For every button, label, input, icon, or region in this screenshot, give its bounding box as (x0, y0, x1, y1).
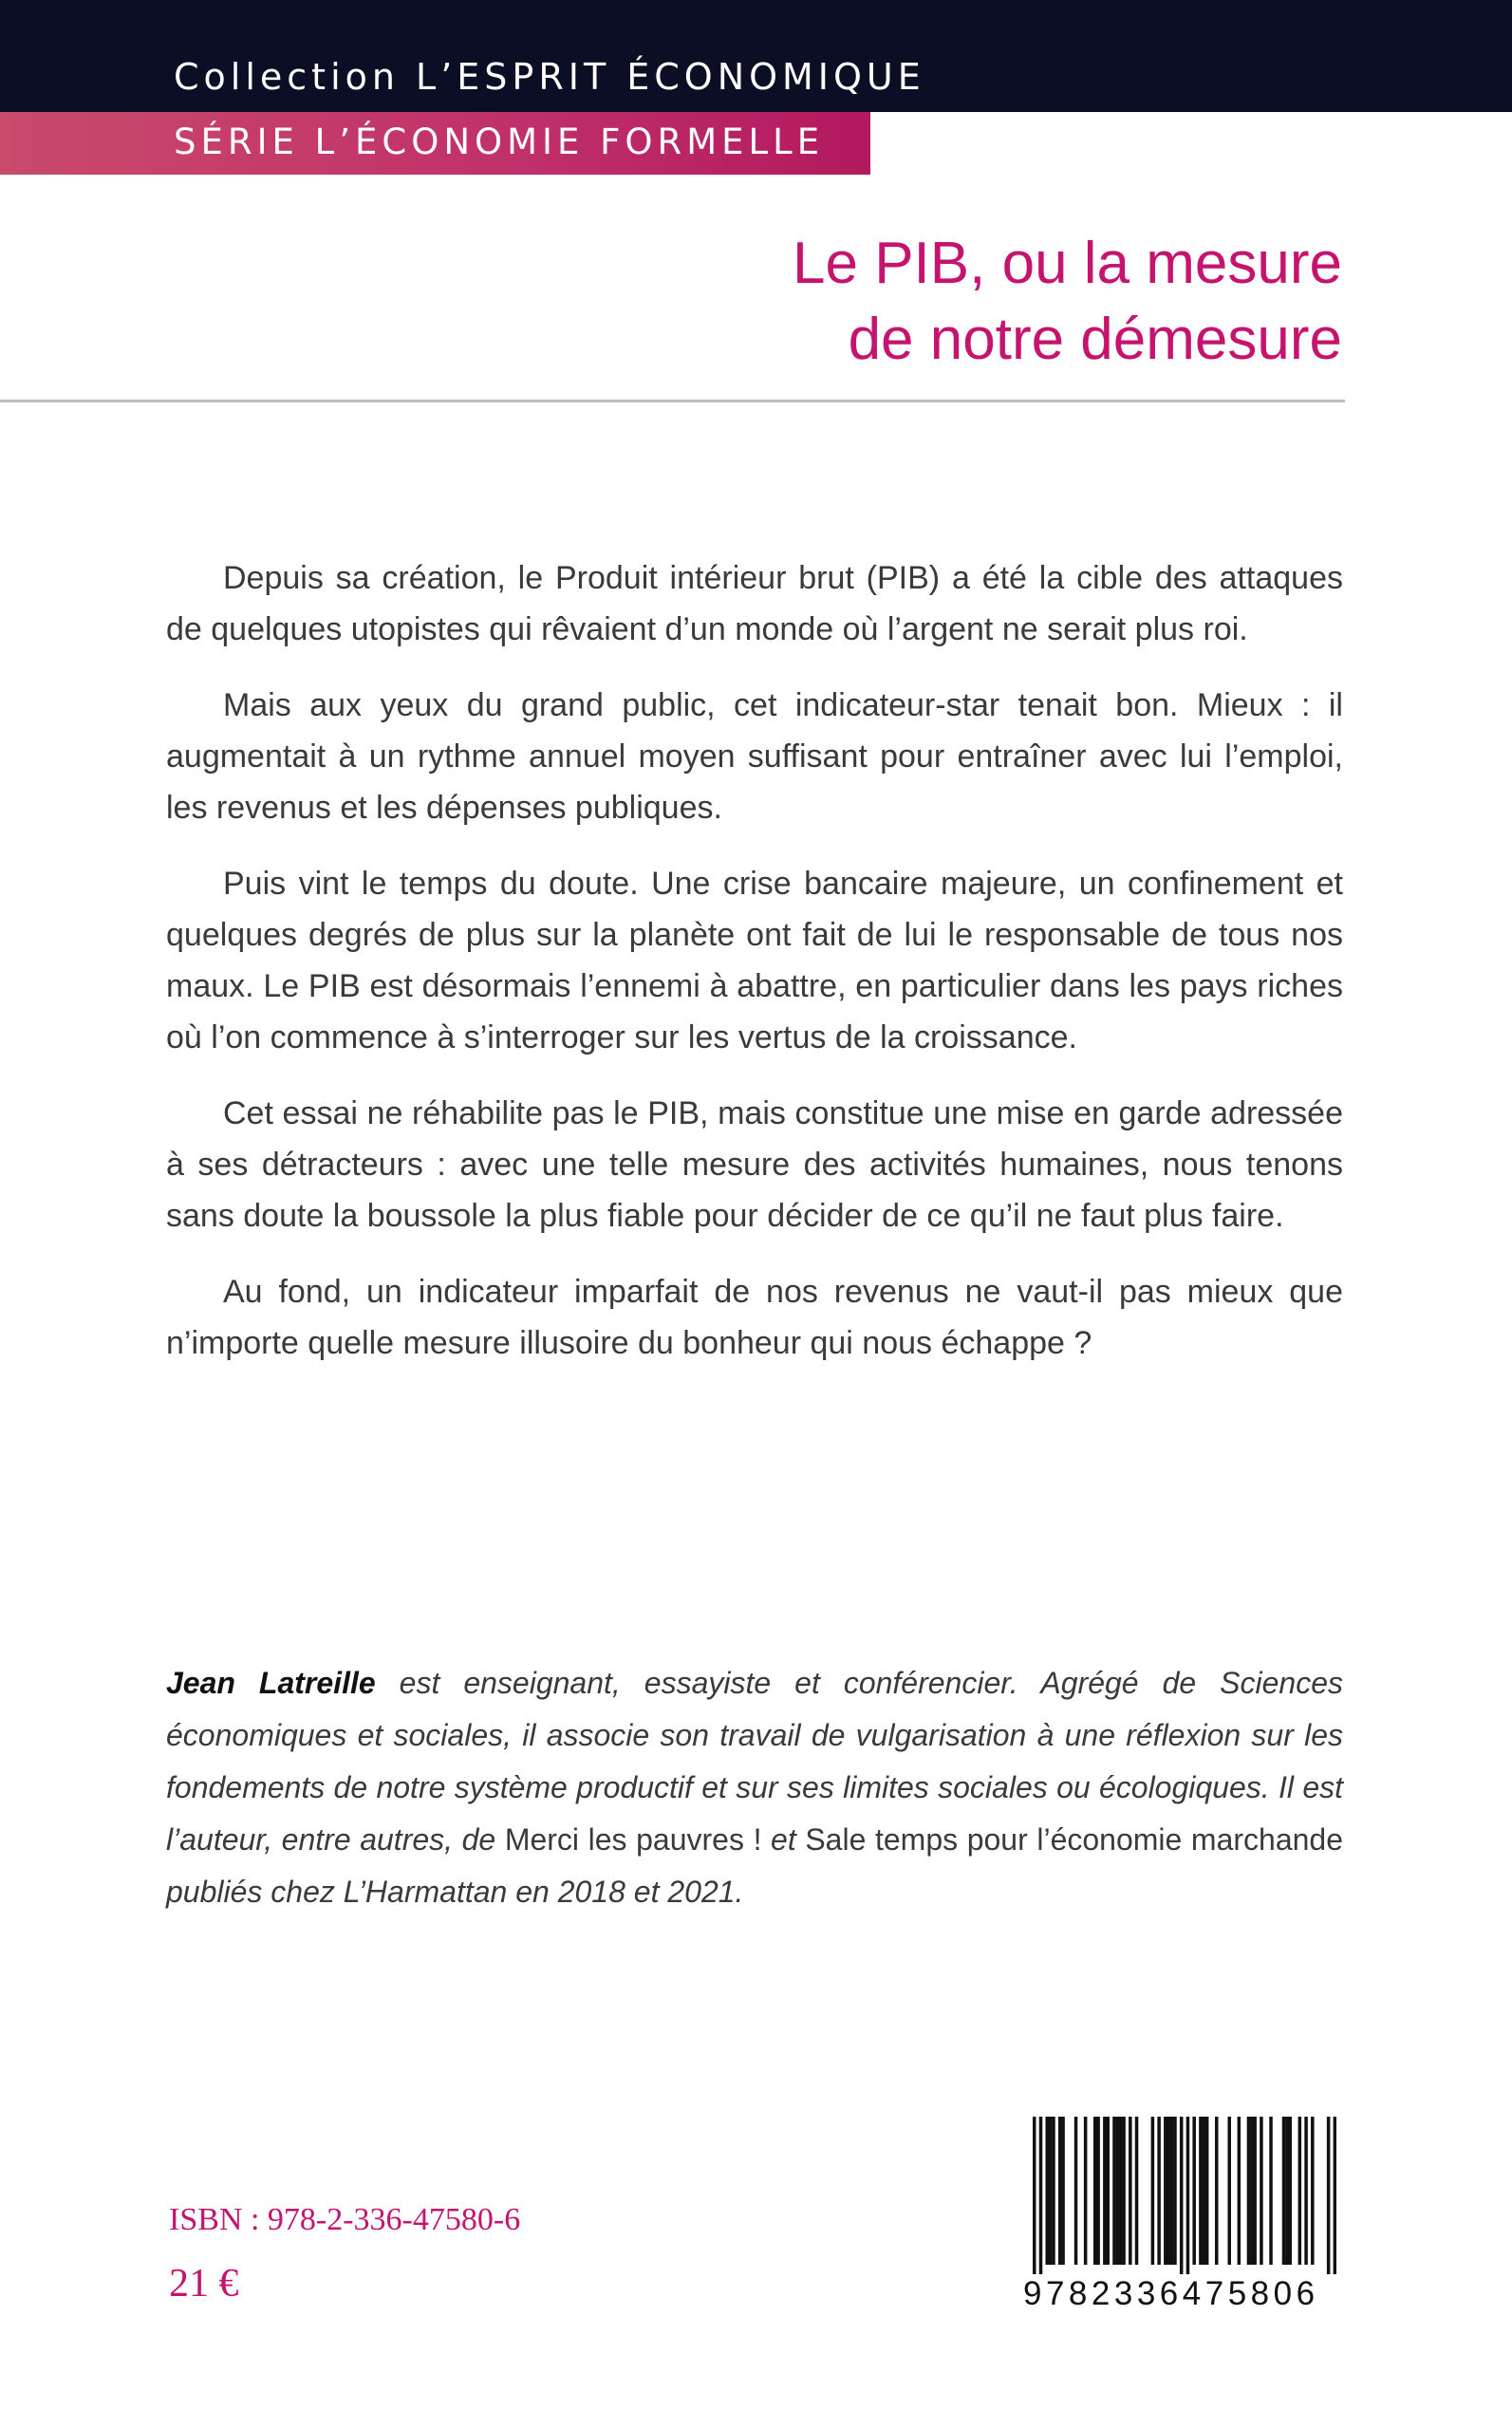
bio-book-title-2: Sale temps pour l’économie marchande (805, 1822, 1343, 1857)
barcode-bar (1039, 2117, 1043, 2274)
barcode-bar (1334, 2117, 1336, 2274)
back-cover-blurb (166, 552, 1343, 1393)
barcode-bar (1135, 2117, 1139, 2265)
barcode-bar (1049, 2117, 1053, 2265)
barcode-bar (1119, 2117, 1123, 2265)
barcode-bar (1167, 2117, 1170, 2265)
blurb-paragraph-5: Au fond, un indicateur imparfait de nos revenus ne vaut-il pas mieux que n’importe quelle mesure illusoire du bonheur qui nous échappe ? (166, 1274, 1343, 1361)
barcode-bar (1227, 2117, 1231, 2265)
barcode-bar (1129, 2117, 1132, 2265)
barcode-bar (1215, 2117, 1219, 2265)
author-bio (166, 1657, 1343, 1918)
barcode-bar (1084, 2117, 1088, 2265)
barcode (1023, 2117, 1336, 2314)
bio-book-title-1: Merci les pauvres ! (504, 1822, 762, 1857)
barcode-bar (1199, 2117, 1203, 2265)
barcode-bar (1058, 2117, 1062, 2265)
blurb-paragraph-1: Depuis sa création, le Produit intérieur brut (PIB) a été la cible des attaques de quelques utopistes qui rêvaient d’un monde où l’argent ne serait plus roi. (166, 560, 1343, 647)
barcode-bar (1112, 2117, 1116, 2265)
barcode-bar (1180, 2117, 1184, 2274)
barcode-bar (1151, 2117, 1155, 2265)
author-name: Jean Latreille (166, 1666, 376, 1700)
barcode-bar (1288, 2117, 1292, 2265)
barcode-bar (1096, 2117, 1100, 2265)
series-label: SÉRIE L’ÉCONOMIE FORMELLE (174, 121, 825, 162)
barcode-bar (1157, 2117, 1161, 2265)
barcode-bar (1052, 2117, 1055, 2265)
barcode-bar (1311, 2117, 1315, 2265)
barcode-bar (1186, 2117, 1190, 2274)
barcode-bar (1253, 2117, 1257, 2265)
barcode-bar (1298, 2117, 1302, 2265)
book-title-line-1: Le PIB, ou la mesure (793, 231, 1342, 296)
book-title-line-2: de notre démesure (848, 307, 1342, 372)
barcode-bar (1116, 2117, 1120, 2265)
title-divider (0, 400, 1345, 402)
blurb-paragraph-3: Puis vint le temps du doute. Une crise bancaire majeure, un confinement et quelques degrés de plus sur la planète ont fait de lui le responsable de tous nos maux. Le PIB est désormais l’ennemi à abattre, en particulier dans les pays riches où l’on commence à s’interroger sur les vertus de la croissance. (166, 866, 1343, 1055)
barcode-bar (1164, 2117, 1167, 2265)
barcode-bar (1106, 2117, 1110, 2265)
barcode-bar (1205, 2117, 1209, 2265)
barcode-bar (1103, 2117, 1107, 2265)
price-label: 21 € (169, 2262, 239, 2306)
bio-text-3: publiés chez L’Harmattan en 2018 et 2021. (166, 1875, 744, 1909)
barcode-bar (1203, 2117, 1206, 2265)
blurb-paragraph-2: Mais aux yeux du grand public, cet indicateur-star tenait bon. Mieux : il augmentait à un rythme annuel moyen suffisant pour entraîner avec lui l’emploi, les revenus et les dépenses publiques. (166, 687, 1343, 826)
bio-text-2: et (761, 1822, 806, 1857)
barcode-digits: 9782336475806 (1023, 2275, 1319, 2312)
barcode-bar (1033, 2117, 1036, 2274)
barcode-bar (1282, 2117, 1286, 2265)
barcode-bar (1250, 2117, 1254, 2265)
barcode-bar (1269, 2117, 1273, 2265)
bio-text-1: est enseignant, essayiste et conférencier. Agrégé de Sciences économiques et sociales, il associe son travail de vulgarisation à une réflexion sur les fondements de notre système productif et sur ses limites sociales ou écologiques. Il est l’auteur, entre autres, de (166, 1666, 1344, 1857)
blurb-paragraph-4: Cet essai ne réhabilite pas le PIB, mais constitue une mise en garde adressée à ses détracteurs : avec une telle mesure des activités humaines, nous tenons sans doute la boussole la plus fiable pour décider de ce qu’il ne faut plus faire. (166, 1095, 1343, 1234)
barcode-bar (1260, 2117, 1263, 2265)
barcode-bar (1285, 2117, 1289, 2265)
barcode-bar (1074, 2117, 1078, 2265)
barcode-bar (1173, 2117, 1177, 2265)
barcode-bar (1093, 2117, 1097, 2265)
collection-label: Collection L’ESPRIT ÉCONOMIQUE (174, 56, 925, 98)
book-title (793, 226, 1342, 378)
isbn-label: ISBN : 978-2-336-47580-6 (169, 2202, 521, 2237)
barcode-bar (1238, 2117, 1241, 2265)
barcode-bar (1247, 2117, 1251, 2265)
barcode-bar (1192, 2117, 1196, 2265)
barcode-bar (1122, 2117, 1126, 2265)
barcode-bar (1327, 2117, 1331, 2274)
barcode-bar (1045, 2117, 1049, 2265)
barcode-bar (1304, 2117, 1308, 2265)
barcode-bar (1170, 2117, 1174, 2265)
barcode-bar (1061, 2117, 1065, 2265)
barcode-icon (1033, 2117, 1336, 2274)
